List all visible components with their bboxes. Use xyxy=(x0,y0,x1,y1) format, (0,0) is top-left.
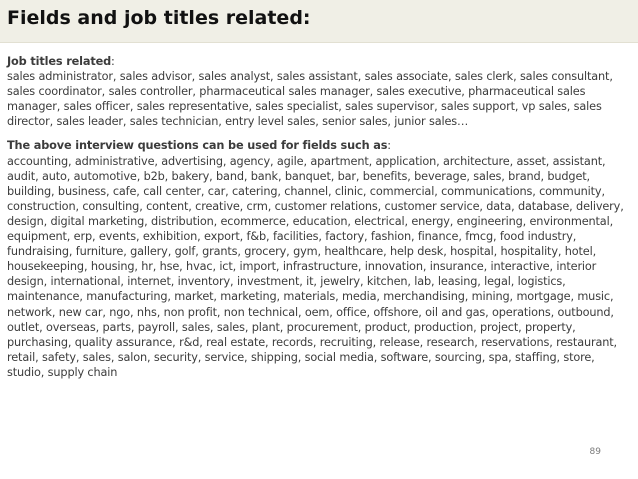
job-titles-list: sales administrator, sales advisor, sales analyst, sales assistant, sales associate, sales clerk, sales consultant, sales coordinator, sales controller, pharmaceutical sales manager, sales executive, pharmaceutical sales manager, sales officer, sales representative, sales specialist, sales supervisor, sales support, vp sales, sales director, sales leader, sales technician, entry level sales, senior sales, junior sales… xyxy=(7,70,613,129)
fields-heading xyxy=(7,138,631,153)
fields-list: accounting, administrative, advertising, agency, agile, apartment, application, architecture, asset, assistant, audit, auto, automotive, b2b, bakery, band, bank, banquet, bar, benefits, beverage, sales, brand, budget, building, business, cafe, call center, car, catering, channel, clinic, commercial, communications, community, construction, consulting, content, creative, crm, customer relations, customer service, data, database, delivery, design, digital marketing, distribution, ecommerce, education, electrical, energy, engineering, environmental, equipment, erp, events, exhibition, export, f&b, facilities, factory, fashion, finance, fmcg, food industry, fundraising, furniture, gallery, golf, grants, grocery, gym, healthcare, help desk, hospital, hospitality, hotel, housekeeping, housing, hr, hse, hvac, ict, import, infrastructure, innovation, insurance, interactive, interior design, international, internet, inventory, investment, it, jewelry, kitchen, lab, leasing, legal, logistics, maintenance, manufacturing, market, marketing, materials, media, merchandising, mining, mortgage, music, network, new car, ngo, nhs, non profit, non technical, oem, office, offshore, oil and gas, operations, outbound, outlet, overseas, parts, payroll, sales, sales, plant, procurement, product, production, project, property, purchasing, quality assurance, r&d, real estate, records, recruiting, release, research, reservations, restaurant, retail, safety, sales, salon, security, service, shipping, social media, software, sourcing, spa, staffing, store, studio, supply chain xyxy=(7,154,624,379)
job-titles-heading-label: Job titles related xyxy=(7,55,112,68)
job-titles-heading-colon: : xyxy=(111,55,115,68)
fields-heading-colon: : xyxy=(387,139,391,153)
slide-title: Fields and job titles related: xyxy=(7,7,311,29)
job-titles-heading xyxy=(7,54,631,69)
fields-heading-label: The above interview questions can be used for fields such as xyxy=(7,139,388,153)
slide-content xyxy=(7,54,631,380)
page-number: 89 xyxy=(589,447,601,457)
title-bar xyxy=(0,0,638,43)
